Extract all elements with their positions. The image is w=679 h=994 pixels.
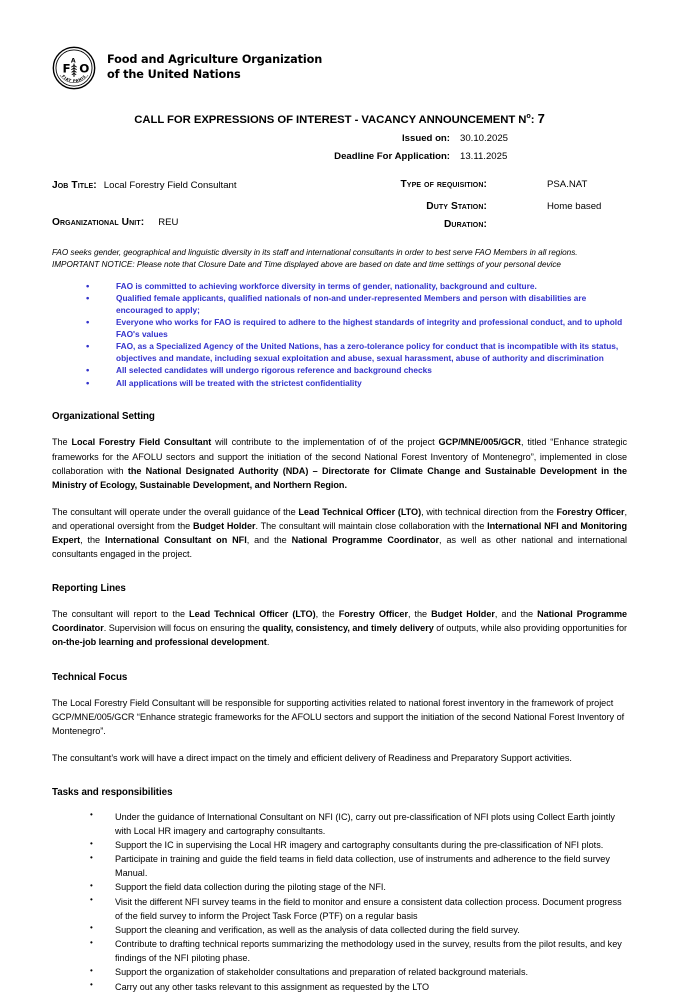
list-item: • All selected candidates will undergo rigorous reference and background checks (86, 365, 627, 377)
text-fragment: The consultant will operate under the overall guidance of the (52, 506, 299, 517)
section-heading-reporting-lines: Reporting Lines (52, 583, 126, 595)
text-fragment: . Supervision will focus on ensuring the (103, 623, 263, 634)
diversity-notice (52, 247, 627, 272)
svg-text:A: A (70, 57, 76, 65)
org-unit-value: REU (158, 217, 179, 228)
issued-on-label: Issued on: (402, 133, 450, 144)
list-item: • Visit the different NFI survey teams in the field to monitor and ensure a consistent data collection process. Document progress of the field survey to inform the Project Task Force (PTF) on a regular basis (90, 896, 627, 924)
reporting-lines-paragraph-1 (52, 607, 627, 649)
list-item: • All applications will be treated with the strictest confidentiality (86, 378, 627, 390)
text-fragment: . The consultant will maintain close collaboration with the (255, 520, 488, 531)
diversity-notice-line-1: FAO seeks gender, geographical and linguistic diversity in its staff and international consultants in order to best serve FAO Members in all regions. (52, 248, 578, 257)
text-fragment: . (266, 637, 270, 648)
text-fragment-bold: Forestry Officer (338, 609, 408, 620)
list-item: • Everyone who works for FAO is required to adhere to the highest standards of integrity and professional conduct, and to uphold FAO's values (86, 317, 627, 341)
list-item: • Carry out any other tasks relevant to this assignment as requested by the LTO (90, 981, 627, 994)
text-fragment: , the (80, 535, 105, 546)
list-item: • FAO is committed to achieving workforce diversity in terms of gender, nationality, background and culture. (86, 281, 627, 293)
text-fragment: of outputs, while also providing opportunities for (433, 623, 627, 634)
text-fragment-bold: International NFI and Monitoring Expert (52, 520, 627, 546)
deadline-row (52, 151, 627, 162)
job-title-value: Local Forestry Field Consultant (103, 180, 237, 191)
fao-logo-header (52, 0, 627, 90)
deadline-label: Deadline For Application: (334, 151, 450, 162)
technical-focus-paragraph-1: The Local Forestry Field Consultant will be responsible for supporting activities related to national forest inventory in the framework of project GCP/MNE/005/GCR “Enhance strategic frameworks for the AFOLU sectors and support the initiation of the second National Forest Inventory of Montenegro”. (52, 697, 625, 736)
organizational-setting-paragraph-2 (52, 505, 627, 561)
list-item: • Support the organization of stakeholder consultations and preparation of related background materials. (90, 966, 627, 980)
tasks-list (52, 811, 627, 994)
issued-on-row (52, 133, 627, 144)
text-fragment-bold: GCP/MNE/005/GCR (438, 437, 521, 448)
duty-station-label: Duty Station: (426, 201, 487, 212)
org-unit-label: Organizational Unit: (52, 217, 145, 228)
text-fragment: , the (407, 609, 432, 620)
text-fragment-bold: National Programme Coordinator (291, 535, 440, 546)
svg-text:F: F (62, 61, 71, 76)
text-fragment: , with technical direction from the (421, 506, 557, 517)
org-name-line-2: of the United Nations (107, 68, 241, 81)
svg-text:FIAT PANIS: FIAT PANIS (61, 74, 87, 84)
text-fragment: , the (315, 609, 339, 620)
job-title-label: Job Title: (52, 180, 97, 191)
technical-focus-paragraph-2: The consultant’s work will have a direct impact on the timely and efficient delivery of Readiness and Preparatory Support activities. (52, 752, 572, 763)
important-notice-line-2: IMPORTANT NOTICE: Please note that Closure Date and Time displayed above are based on date and time settings of your personal device (52, 260, 561, 270)
organization-name (107, 53, 322, 83)
list-item: • Support the cleaning and verification, as well as the analysis of data collected during the field survey. (90, 924, 627, 938)
text-fragment-bold: Lead Technical Officer (LTO) (189, 609, 316, 620)
text-fragment-bold: National Programme Coordinator (52, 609, 628, 634)
page-title (52, 111, 627, 126)
issued-on-value: 30.10.2025 (460, 133, 509, 144)
text-fragment-bold: quality, consistency, and timely delivery (262, 623, 434, 634)
svg-text:O: O (79, 61, 90, 76)
text-fragment-bold: Local Forestry Field Consultant (71, 437, 212, 448)
list-item: • Contribute to drafting technical reports summarizing the methodology used in the survey, results from the pilot results, and key findings of the NFI piloting phase. (90, 938, 627, 966)
page-title-colon: : (530, 114, 538, 126)
duty-station-value: Home based (547, 201, 602, 212)
vacancy-number: 7 (537, 111, 545, 126)
section-heading-organizational-setting: Organizational Setting (52, 411, 155, 423)
text-fragment-bold: Budget Holder (431, 609, 495, 620)
page-title-text: CALL FOR EXPRESSIONS OF INTEREST - VACANCY ANNOUNCEMENT N (134, 114, 527, 126)
list-item: • Qualified female applicants, qualified nationals of non-and under-represented Members and person with disabilities are encouraged to apply; (86, 293, 627, 317)
list-item: • Support the IC in supervising the Local HR imagery and cartography consultants during the pre-classification of NFI plots. (90, 839, 627, 853)
type-of-requisition-value: PSA.NAT (547, 179, 588, 190)
deadline-value: 13.11.2025 (460, 151, 508, 162)
policy-bullet-list (52, 281, 627, 390)
duration-label: Duration: (443, 219, 487, 230)
text-fragment: , titled “Enhance strategic frameworks for the AFOLU sectors and support the initiation of the second National Forest Inventory of Montenegro”, implemented in close collaboration with (52, 437, 627, 476)
page-title-superscript: o (526, 111, 531, 121)
section-heading-tasks: Tasks and responsibilities (52, 786, 173, 798)
text-fragment-bold: the National Designated Authority (NDA) – Directorate for Climate Change and Sustainable Development in the Ministry of Ecology, Sustainable Development, and Northern Region. (52, 465, 627, 490)
fao-emblem-icon (52, 46, 96, 90)
text-fragment-bold: Forestry Officer (556, 506, 625, 517)
list-item: • Support the field data collection during the piloting stage of the NFI. (90, 881, 627, 895)
text-fragment: , and operational oversight from the (52, 506, 628, 531)
org-unit-field (52, 216, 178, 228)
text-fragment: will contribute to the implementation of of the project (211, 437, 439, 448)
text-fragment-bold: on-the-job learning and professional development (52, 637, 267, 648)
text-fragment-bold: International Consultant on NFI (105, 535, 247, 546)
job-title-field (52, 179, 237, 191)
list-item: • Under the guidance of International Consultant on NFI (IC), carry out pre-classification of NFI plots using Collect Earth jointly with Local HR imagery and cartography consultants. (90, 811, 627, 839)
text-fragment-bold: Lead Technical Officer (LTO) (298, 506, 422, 517)
list-item: • FAO, as a Specialized Agency of the United Nations, has a zero-tolerance policy for conduct that is incompatible with its status, objectives and mandate, including sexual exploitation and abuse, sexual harassment, abuse of authority and discrimination (86, 341, 627, 365)
text-fragment: The consultant will report to the (52, 609, 190, 620)
org-name-line-1: Food and Agriculture Organization (107, 53, 323, 67)
text-fragment: , and the (246, 535, 292, 546)
section-heading-technical-focus: Technical Focus (52, 671, 128, 683)
type-of-requisition-label: Type of requisition: (400, 179, 487, 190)
text-fragment: , and the (494, 609, 538, 620)
text-fragment: The (52, 437, 72, 448)
organizational-setting-paragraph-1 (52, 435, 627, 491)
text-fragment-bold: Budget Holder (192, 520, 256, 531)
list-item: • Participate in training and guide the field teams in field data collection, use of instruments and adherence to the field survey Manual. (90, 853, 627, 881)
text-fragment: , as well as other national and international consultants engaged in the project. (52, 535, 627, 560)
requisition-details (52, 179, 627, 235)
